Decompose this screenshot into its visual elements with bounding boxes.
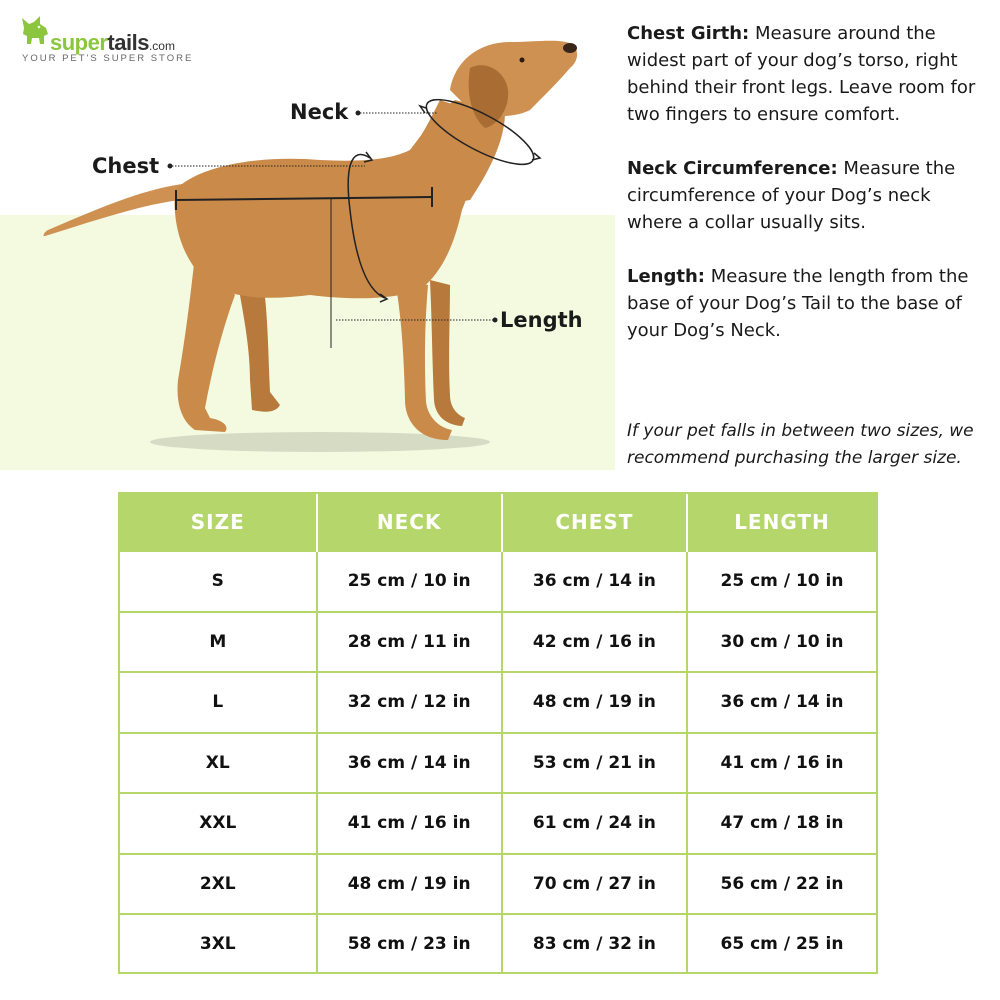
- neck-cell: 28 cm / 11 in: [317, 612, 502, 673]
- size-cell: XL: [120, 733, 317, 794]
- length-cell: 36 cm / 14 in: [687, 672, 876, 733]
- length-cell: 41 cm / 16 in: [687, 733, 876, 794]
- instruction-text: Measure the length from the base of your Dog’s Tail to the base of your Dog’s Neck.: [627, 266, 969, 341]
- neck-label: Neck: [290, 100, 349, 124]
- chest-cell: 53 cm / 21 in: [502, 733, 687, 794]
- header-chest: CHEST: [502, 494, 687, 551]
- neck-cell: 41 cm / 16 in: [317, 793, 502, 854]
- table-row: [120, 733, 876, 794]
- table-header-row: [120, 494, 876, 551]
- length-cell: 30 cm / 10 in: [687, 612, 876, 673]
- neck-cell: 36 cm / 14 in: [317, 733, 502, 794]
- table-row: [120, 793, 876, 854]
- size-cell: 3XL: [120, 914, 317, 972]
- brand-tagline: YOUR PET'S SUPER STORE: [22, 53, 194, 64]
- neck-measure-arrowhead-2: [420, 106, 426, 113]
- length-cell: 25 cm / 10 in: [687, 551, 876, 612]
- table-row: [120, 854, 876, 915]
- table-row: [120, 612, 876, 673]
- neck-cell: 48 cm / 19 in: [317, 854, 502, 915]
- instruction-text: Measure the circumference of your Dog’s neck where a collar usually sits.: [627, 158, 956, 233]
- length-cell: 65 cm / 25 in: [687, 914, 876, 972]
- size-cell: 2XL: [120, 854, 317, 915]
- instruction-term: Neck Circumference:: [627, 158, 838, 179]
- chest-cell: 83 cm / 32 in: [502, 914, 687, 972]
- neck-circumference-instruction: [627, 155, 987, 236]
- length-instruction: [627, 263, 987, 344]
- chest-cell: 61 cm / 24 in: [502, 793, 687, 854]
- size-cell: S: [120, 551, 317, 612]
- neck-cell: 32 cm / 12 in: [317, 672, 502, 733]
- chest-label: Chest: [92, 154, 160, 178]
- brand-domain: .com: [148, 39, 175, 53]
- table-row: [120, 551, 876, 612]
- header-size: SIZE: [120, 494, 317, 551]
- brand-name-prefix: super: [50, 30, 108, 55]
- dog-measurement-illustration: [0, 0, 615, 470]
- dog-front-leg-far: [430, 280, 465, 426]
- length-cell: 56 cm / 22 in: [687, 854, 876, 915]
- table-row: [120, 672, 876, 733]
- dog-eye: [520, 58, 525, 63]
- neck-cell: 58 cm / 23 in: [317, 914, 502, 972]
- size-chart-table: [118, 492, 878, 974]
- size-cell: L: [120, 672, 317, 733]
- size-recommendation-note: If your pet falls in between two sizes, we recommend purchasing the larger size.: [627, 421, 974, 468]
- size-cell: M: [120, 612, 317, 673]
- length-cell: 47 cm / 18 in: [687, 793, 876, 854]
- measurement-instructions: [627, 20, 987, 371]
- chest-cell: 48 cm / 19 in: [502, 672, 687, 733]
- chest-girth-instruction: [627, 20, 987, 128]
- dog-nose: [563, 43, 577, 53]
- length-leader-dot: [493, 318, 498, 323]
- header-neck: NECK: [317, 494, 502, 551]
- instruction-term: Chest Girth:: [627, 23, 750, 44]
- neck-cell: 25 cm / 10 in: [317, 551, 502, 612]
- size-cell: XXL: [120, 793, 317, 854]
- brand-name-suffix: tails: [107, 30, 149, 55]
- neck-leader-dot: [356, 111, 361, 116]
- chest-cell: 70 cm / 27 in: [502, 854, 687, 915]
- chest-leader-dot: [168, 164, 173, 169]
- header-length: LENGTH: [687, 494, 876, 551]
- instruction-term: Length:: [627, 266, 705, 287]
- dog-tail: [44, 184, 182, 236]
- instruction-text: Measure around the widest part of your dog’s torso, right behind their front legs. Leave room for two fingers to ensure comfort.: [627, 23, 976, 125]
- chest-cell: 36 cm / 14 in: [502, 551, 687, 612]
- chest-cell: 42 cm / 16 in: [502, 612, 687, 673]
- table-row: [120, 914, 876, 972]
- length-label: Length: [500, 308, 583, 332]
